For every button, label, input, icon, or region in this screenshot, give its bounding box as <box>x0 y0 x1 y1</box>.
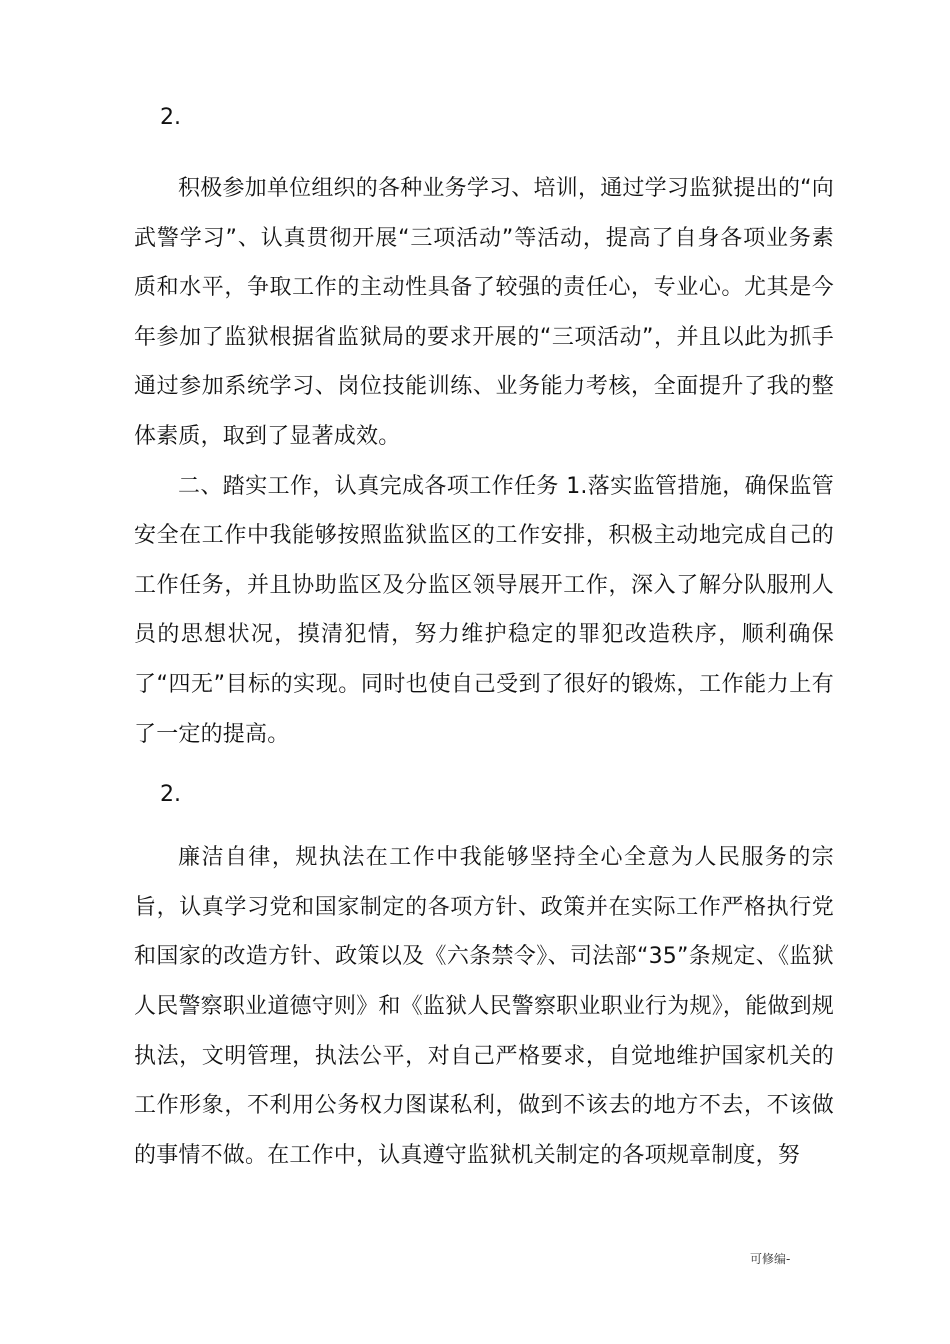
paragraph-study: 积极参加单位组织的各种业务学习、培训，通过学习监狱提出的“向武警学习”、认真贯彻开展“三项活动”等活动，提高了自身各项业务素质和水平，争取工作的主动性具备了较强的责任心，专业心。尤其是今年参加了监狱根据省监狱局的要求开展的“三项活动”，并且以此为抓手通过参加系统学习、岗位技能训练、业务能力考核，全面提升了我的整体素质，取到了显著成效。 <box>134 176 834 449</box>
paragraph-integrity: 廉洁自律，规执法在工作中我能够坚持全心全意为人民服务的宗旨，认真学习党和国家制定的各项方针、政策并在实际工作严格执行党和国家的改造方针、政策以及《六条禁令》、司法部“35”条规定、《监狱人民警察职业道德守则》和《监狱人民警察职业职业行为规》，能做到规执法，文明管理，执法公平，对自己严格要求，自觉地维护国家机关的工作形象，不利用公务权力图谋私利，做到不该去的地方不去，不该做的事情不做。在工作中，认真遵守监狱机关制定的各项规章制度，努 <box>134 845 834 1168</box>
document-body <box>134 98 834 1180</box>
paragraph-work: 二、踏实工作，认真完成各项工作任务 1.落实监管措施，确保监管安全在工作中我能够按照监狱监区的工作安排，积极主动地完成自己的工作任务，并且协助监区及分监区领导展开工作，深入了解分队服刑人员的思想状况，摸清犯情，努力维护稳定的罪犯改造秩序，顺利确保了“四无”目标的实现。同时也使自己受到了很好的锻炼，工作能力上有了一定的提高。 <box>134 473 834 747</box>
page-footer: 可修编- <box>750 1252 791 1266</box>
section-number: 2. <box>160 105 181 130</box>
section-number: 2. <box>160 782 181 808</box>
